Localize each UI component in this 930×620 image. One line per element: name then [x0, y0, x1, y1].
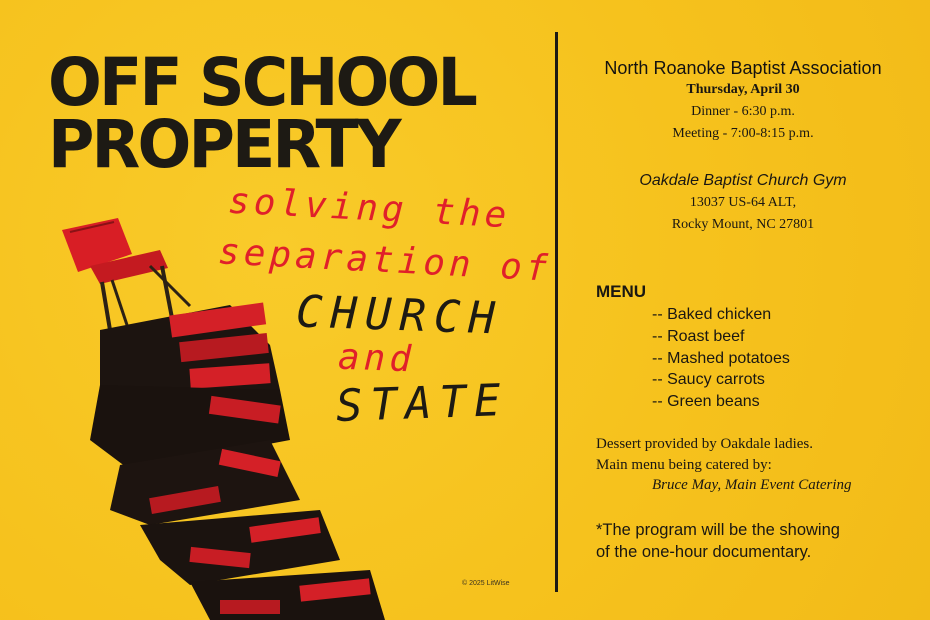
menu-item: -- Saucy carrots — [652, 371, 765, 389]
dessert-text: Dessert provided by Oakdale ladies. — [596, 436, 814, 452]
address-line1: 13037 US-64 ALT, — [689, 195, 797, 210]
program-line1: *The program will be the showing — [596, 521, 840, 539]
program-line2: of the one-hour documentary. — [596, 543, 812, 561]
poster-subtitle-line1: solving the — [227, 180, 512, 237]
catering-label: Main menu being catered by: — [596, 457, 772, 473]
venue-name: Oakdale Baptist Church Gym — [639, 172, 847, 189]
organization-name: North Roanoke Baptist Association — [604, 58, 882, 78]
vertical-divider — [555, 32, 558, 592]
poster-subtitle-line4: and — [337, 336, 416, 381]
program-note — [596, 519, 896, 563]
dessert-note — [596, 434, 813, 476]
caterer-name: Bruce May, Main Event Catering — [652, 477, 852, 493]
copyright-notice: © 2025 LitWise — [462, 580, 510, 587]
menu-list — [652, 304, 790, 413]
poster-subtitle-line5: STATE — [335, 375, 510, 432]
block-tower-illustration — [40, 210, 400, 620]
menu-item: -- Roast beef — [652, 327, 745, 345]
poster-title-line1: OFF SCHOOL — [48, 44, 475, 121]
poster-title — [48, 44, 499, 183]
poster-subtitle-line2: separation of — [217, 231, 553, 290]
jenga-blocks — [90, 302, 385, 620]
address-line2: Rocky Mount, NC 27801 — [671, 217, 815, 232]
menu-item: -- Mashed potatoes — [652, 349, 790, 367]
menu-title: MENU — [596, 282, 647, 301]
meeting-time: Meeting - 7:00-8:15 p.m. — [672, 126, 814, 141]
poster-subtitle-line3: CHURCH — [295, 286, 504, 345]
poster-title-line2: PROPERTY — [48, 106, 399, 183]
event-date: Thursday, April 30 — [686, 82, 800, 97]
menu-item: -- Green beans — [652, 393, 760, 411]
menu-item: -- Baked chicken — [652, 306, 772, 323]
dinner-time: Dinner - 6:30 p.m. — [691, 104, 795, 119]
school-chair-icon — [62, 218, 190, 330]
